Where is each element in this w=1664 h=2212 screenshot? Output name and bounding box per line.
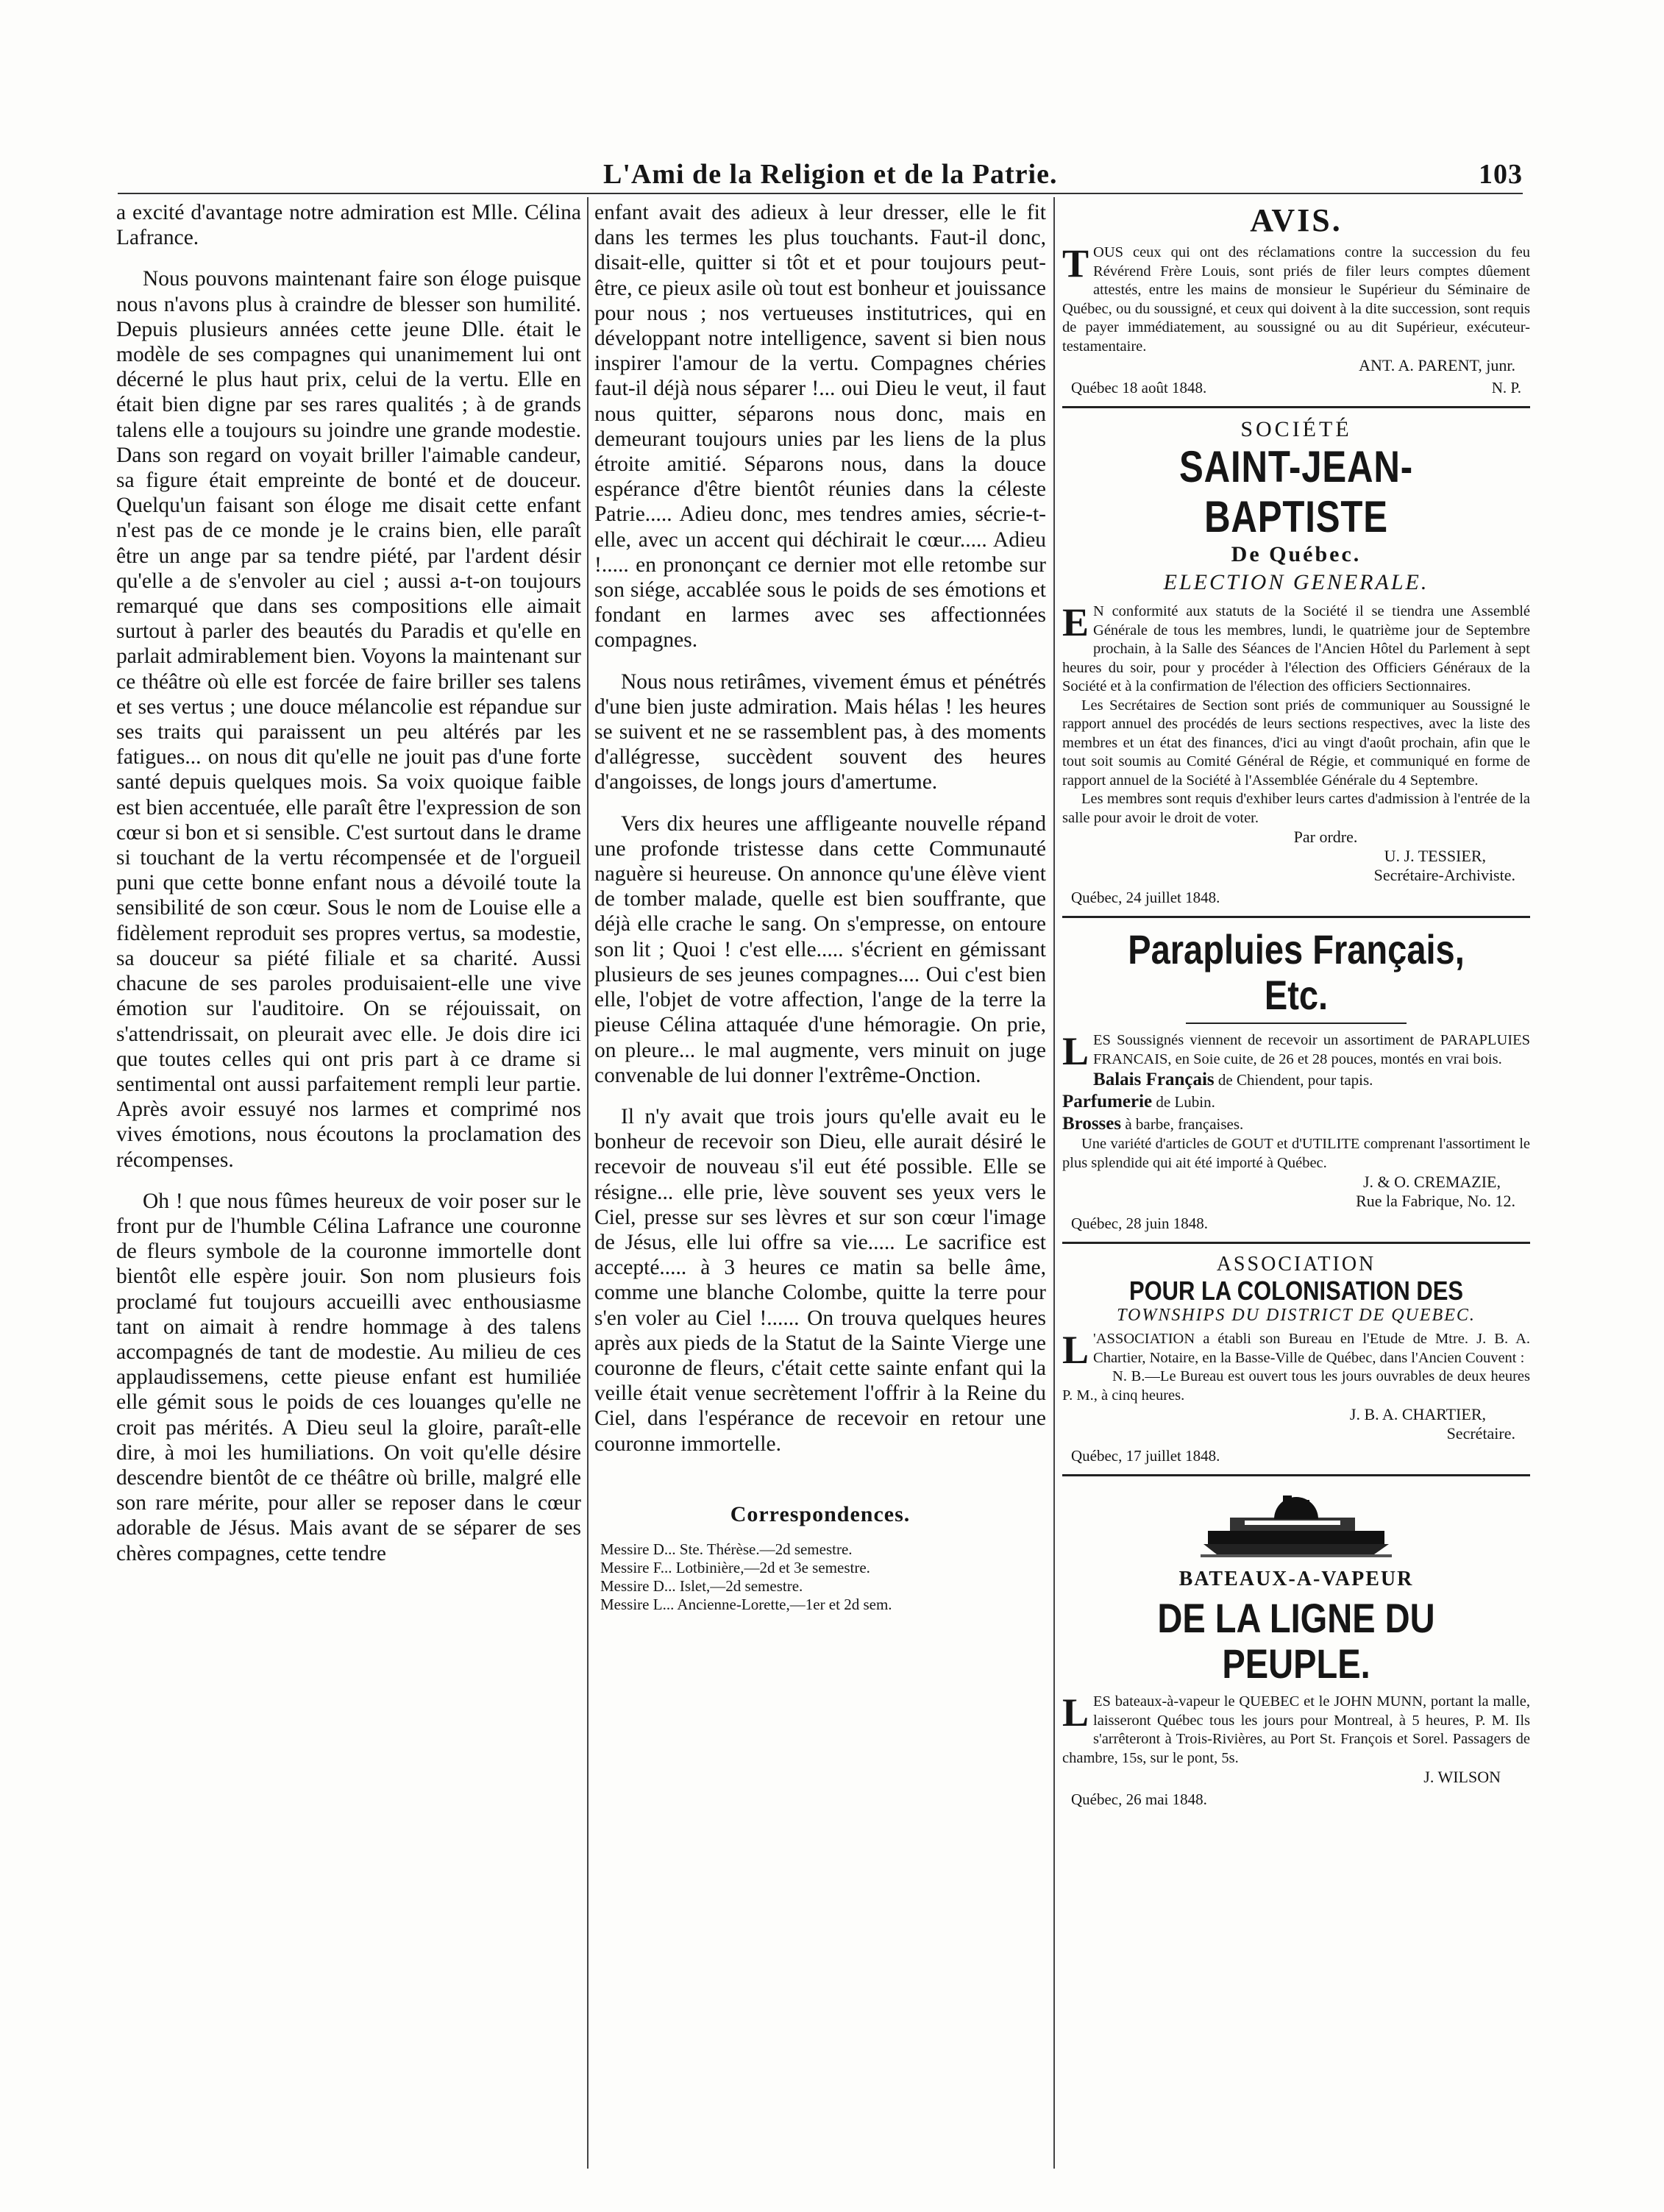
association-label: ASSOCIATION — [1216, 1253, 1376, 1276]
avis-date: Québec 18 août 1848. — [1071, 379, 1207, 396]
column-divider-2 — [1053, 197, 1055, 2169]
article-paragraph: Nous pouvons maintenant faire son éloge puisque nous n'avons plus à craindre de blesser son humilité. Depuis plusieurs années cette jeune Dlle. était le modèle de ses compagnes qui unanimement lui ont décerné le plus haut prix, celui de la vertu. Elle en était bien digne par ses rares qualités ; à de grands talens elle a toujours su joindre une grande modestie. Dans son regard on voyait briller l'aimable candeur, sa figure était empreinte de bonté et de douceur. Quelqu'un faisant son éloge me disait cette enfant n'est pas de ce monde je le crains bien, elle paraît être un ange par sa tendre piété, par l'ardent désir qu'elle a de s'envoler au ciel ; aussi a-t-on toujours remarqué que dans ses compositions elle aimait surtout à parler des beautés du Paradis et qu'elle en parlait admirablement bien. Voyons la maintenant sur ce théâtre où elle est forcée de faire briller ses talens et ses vertus ; une douce mélancolie est répandue sur ses traits qui paraissent un peu altérés par les fatigues... on nous dit qu'elle ne jouit pas d'une forte santé depuis quelques mois. Sa voix quoique faible est bien accentuée, elle paraît être l'expression de son cœur si bon et si sensible. C'est surtout dans le drame si touchant de la vertu récompensée et de l'orgueil puni que cette bonne enfant nous a dévoilé toute la sensibilité de son cœur. Sous le nom de Louise elle a fidèlement reproduit ses propres vertus, sa modestie, sa douceur sa piété filiale et sa charité. Aussi chacune de ses paroles produisaient-elle une vive émotion sur l'auditoire. On se réjouissait, on s'attendrissait, on pleurait avec elle. Je dois dire ici que toutes celles qui ont pris part à ce drame si sentimental ont aussi parfaitement rempli leur partie. Après avoir essuyé nos larmes et comprimé nos vives émotions, nous écoutons la proclamation des récompenses. — [116, 267, 581, 1172]
balais-text: de Chiendent, pour tapis. — [1217, 1071, 1373, 1089]
article-paragraph: Nous nous retirâmes, vivement émus et pénétrés d'une bien juste admiration. Mais hélas ! les heures se suivent et ne se rassemblent pas, à des moments d'allégresse, succèdent souvent des heures d'angoisses, de longs jours d'amertume. — [594, 669, 1046, 794]
avis-mark: N. P. — [1491, 379, 1521, 396]
ad-divider — [1062, 1242, 1530, 1244]
article-paragraph: Il n'y avait que trois jours qu'elle avait eu le bonheur de recevoir son Dieu, elle aurait désiré le recevoir de nouveau s'il eut été possible. Elle se résigne... elle prie, lève souvent ses yeux vers le Ciel, presse sur ses lèvres et sur son cœur l'image de Jésus, elle lui offre sa vie..... Le sacrifice est accepté..... à 3 heures ce matin sa belle âme, comme une blanche Colombe, quitte la terre pour s'en voler au Ciel !...... On trouva quelques heures après aux pieds de la Statut de la Sainte Vierge une couronne de fleurs, c'était cette sainte enfant qui la veille était venue secrètement l'offrir à la Reine du Ciel, dans l'espérance de recevoir en retour une couronne immortelle. — [594, 1104, 1046, 1456]
correspondence-item: Messire F... Lotbinière,—2d et 3e semestre. — [600, 1558, 870, 1576]
societe-name: SAINT-JEAN-BAPTISTE — [1179, 442, 1413, 541]
article-paragraph: a excité d'avantage notre admiration est Mlle. Célina Lafrance. — [116, 201, 581, 250]
societe-date: Québec, 24 juillet 1848. — [1071, 889, 1220, 906]
societe-role: Secrétaire-Archiviste. — [1373, 866, 1515, 884]
bateaux-dropcap: L — [1062, 1690, 1089, 1735]
parapluies-ad — [1062, 927, 1530, 1233]
association-ad — [1062, 1253, 1530, 1465]
avis-dropcap: T — [1062, 241, 1089, 285]
association-role: Secrétaire. — [1446, 1424, 1515, 1443]
societe-city: De Québec. — [1231, 542, 1362, 566]
societe-par-ordre: Par ordre. — [1293, 828, 1358, 846]
brosses-text: à barbe, françaises. — [1125, 1115, 1244, 1133]
parapluies-title: Parapluies Français, Etc. — [1128, 926, 1465, 1018]
ad-divider — [1062, 916, 1530, 918]
avis-signature: ANT. A. PARENT, junr. — [1359, 356, 1515, 374]
societe-subtitle: ELECTION GENERALE. — [1163, 570, 1429, 594]
balais-label: Balais Français — [1093, 1070, 1215, 1089]
article-paragraph: Vers dix heures une affligeante nouvelle répand une profonde tristesse dans cette Communauté naguère si heureuse. On annonce qu'une élève vient de tomber malade, quelle est bien souffrante, que déjà elle crache le sang. On s'empresse, on entoure son lit ; Quoi ! c'est elle..... s'écrient en gémissant plusieurs de ses jeunes compagnes.... Oui c'est bien elle, l'objet de votre affection, l'ange de la terre la pieuse Célina attaquée d'une hémoragie. On prie, on pleure... le mal augmente, vers minuit on juge convenable de lui donner l'extrême-Onction. — [594, 811, 1046, 1087]
article-paragraph: enfant avait des adieux à leur dresser, elle le fit dans les termes les plus touchants. Faut-il donc, disait-elle, quitter si tôt et et pour toujours peut-être, ce pieux asile où tout est bonheur et jouissance pour nous ; nos vertueuses institutrices, qui en développant notre intelligence, savent si bien nous inspirer l'amour de la vertu. Compagnes chéries faut-il déjà nous séparer !... oui Dieu le veut, il faut nous quitter, séparons nous donc, mais en demeurant toujours unies par les liens de la plus étroite amitié. Séparons nous, dans la douce espérance d'être bientôt réunies dans la céleste Patrie..... Adieu donc, mes tendres amies, sécrie-t-elle, avec un accent qui déchirait le cœur..... Adieu !..... en prononçant ce dernier mot elle retombe sur son siége, accablée sous le poids de ses émotions et fondant en larmes avec ses affectionnées compagnes. — [594, 201, 1046, 652]
societe-text-3: Les membres sont requis d'exhiber leurs cartes d'admission à l'entrée de la salle pour avoir le droit de voter. — [1062, 791, 1530, 826]
correspondence-item: Messire D... Islet,—2d semestre. — [600, 1576, 803, 1595]
parapluies-address: Rue la Fabrique, No. 12. — [1356, 1192, 1515, 1210]
ad-divider — [1062, 1474, 1530, 1476]
brosses-label: Brosses — [1062, 1114, 1122, 1134]
association-signature: J. B. A. CHARTIER, — [1349, 1405, 1486, 1423]
correspondences-heading: Correspondences. — [730, 1501, 911, 1526]
association-dropcap: L — [1062, 1328, 1089, 1372]
column-divider-1 — [587, 197, 589, 2169]
parapluies-variety: Une variété d'articles de GOUT et d'UTILITE comprenant l'assortiment le plus splendide qui ait été importé à Québec. — [1062, 1136, 1530, 1171]
column-1 — [116, 200, 581, 1566]
societe-signature: U. J. TESSIER, — [1384, 847, 1486, 865]
association-title: POUR LA COLONISATION DES — [1128, 1276, 1464, 1306]
article-paragraph: Oh ! que nous fûmes heureux de voir poser sur le front pur de l'humble Célina Lafrance une couronne de fleurs symbole de la couronne immortelle dont bientôt elle espère jouir. Son nom plusieurs fois proclamé fut toujours accueilli avec enthousiasme tant on aimait à rendre hommage à des talens accompagnés de tant de modestie. Au milieu de ces applaudissemens, cette pieuse enfant est humiliée elle gémit sous le poids de ces louanges qu'elle ne croit pas mérités. A Dieu seul la gloire, paraît-elle dire, à moi les humiliations. On voit qu'elle désire descendre bientôt de ce théâtre où brille, malgré elle son rare mérite, pour aller se reposer dans le cœur adorable de Jésus. Mais avant de se séparer de ses chères compagnes, cette tendre — [116, 1189, 581, 1565]
parapluies-date: Québec, 28 juin 1848. — [1071, 1215, 1209, 1232]
bateaux-title: DE LA LIGNE DU PEUPLE. — [1157, 1595, 1435, 1687]
title-underline — [1186, 1023, 1407, 1024]
avis-notice — [1062, 202, 1530, 397]
column-3-advertisements — [1062, 200, 1530, 1809]
association-note: N. B.—Le Bureau est ouvert tous les jours ouvrables de deux heures P. M., à cinq heures. — [1062, 1368, 1530, 1404]
societe-text-1: N conformité aux statuts de la Société il se tiendra une Assemblé Générale de tous les membres, lundi, le quatrième jour de Septembre prochain, à la Salle des Séances de l'Ancien Hôtel du Parlement à sept heures du soir, pour y procéder à l'élection des Officiers Généraux de la Société et à la confirmation de l'élection des officiers Sectionnaires. — [1062, 603, 1530, 694]
parapluies-signature: J. & O. CREMAZIE, — [1363, 1173, 1501, 1191]
bateaux-text: ES bateaux-à-vapeur le QUEBEC et le JOHN MUNN, portant la malle, laisseront Québec tous les jours pour Montreal, à 5 heures, P. M. Ils s'arrêteront à Trois-Rivières, au Port St. François et Sorel. Passagers de chambre, 15s, sur le pont, 5s. — [1062, 1693, 1530, 1766]
masthead — [118, 151, 1523, 195]
parapluies-text: ES Soussignés viennent de recevoir un assortiment de PARAPLUIES FRANCAIS, en Soie cuite, de 26 et 28 pouces, montés en vrai bois. — [1093, 1032, 1530, 1067]
avis-title: AVIS. — [1250, 202, 1343, 238]
page-number: 103 — [1479, 159, 1523, 190]
steamboat-icon — [1201, 1490, 1392, 1560]
bateaux-date: Québec, 26 mai 1848. — [1071, 1790, 1207, 1808]
ad-divider — [1062, 406, 1530, 408]
bateaux-ad — [1062, 1490, 1530, 1809]
column-2 — [594, 200, 1046, 1614]
parfumerie-text: de Lubin. — [1156, 1093, 1215, 1111]
correspondence-item: Messire D... Ste. Thérèse.—2d semestre. — [600, 1540, 853, 1558]
societe-text-2: Les Secrétaires de Section sont priés de communiquer au Soussigné le rapport annuel des procédés de leurs sections respectives, avec la liste des membres et un état des finances, d'ici au vingt d'août prochain, afin que le tout soit soumis au Comité Général de Régie, et communiqué en forme de rapport annuel de la Société à l'Assemblée Générale du 4 Septembre. — [1062, 697, 1530, 789]
masthead-rule — [118, 193, 1523, 194]
societe-notice — [1062, 417, 1530, 907]
societe-label: SOCIÉTÉ — [1240, 417, 1352, 441]
correspondence-item: Messire L... Ancienne-Lorette,—1er et 2d sem. — [600, 1595, 892, 1613]
association-text: 'ASSOCIATION a établi son Bureau en l'Etude de Mtre. J. B. A. Chartier, Notaire, en la Basse-Ville de Québec, dans l'Ancien Couvent : — [1093, 1331, 1530, 1366]
association-date: Québec, 17 juillet 1848. — [1071, 1447, 1220, 1465]
avis-text: OUS ceux qui ont des réclamations contre la succession du feu Révérend Frère Louis, sont priés de filer leurs comptes dûement attestés, entre les mains de monsieur le Supérieur du Séminaire de Québec, ou du soussigné, et ceux qui doivent à la dite succession, sont requis de payer immédiatement, au soussigné ou au dit Supérieur, exécuteur-testamentaire. — [1062, 244, 1530, 355]
bateaux-label: BATEAUX-A-VAPEUR — [1178, 1568, 1414, 1590]
correspondences-list — [594, 1540, 1046, 1614]
bateaux-signature: J. WILSON — [1423, 1768, 1501, 1786]
parapluies-dropcap: L — [1062, 1029, 1089, 1073]
societe-dropcap: E — [1062, 600, 1089, 644]
parfumerie-label: Parfumerie — [1062, 1092, 1153, 1112]
association-subtitle: TOWNSHIPS DU DISTRICT DE QUEBEC. — [1117, 1306, 1476, 1325]
masthead-title: L'Ami de la Religion et de la Patrie. — [603, 159, 1058, 190]
